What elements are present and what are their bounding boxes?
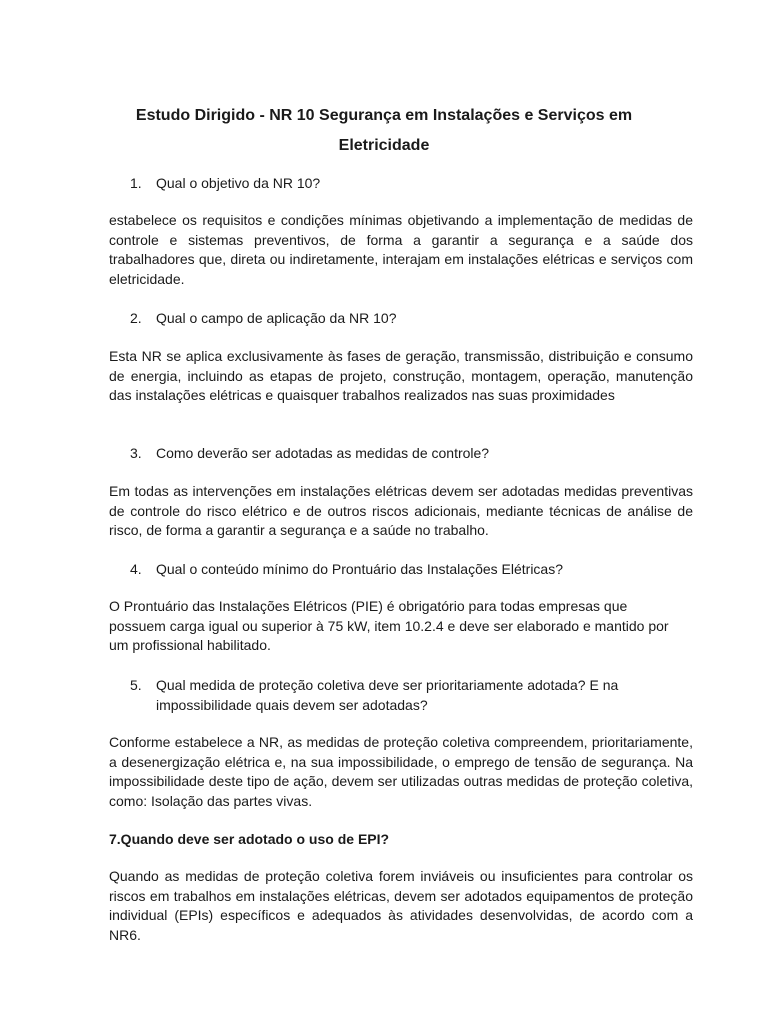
question-2 [130,308,670,328]
answer-4: O Prontuário das Instalações Elétricos (PIE) é obrigatório para todas empresas que possuem carga igual ou superior à 75 kW, item 10.2.4 e deve ser elaborado e mantido por um profissional habilitado. [109,598,669,653]
question-number: 1. [130,175,142,191]
question-5 [130,675,650,715]
question-text: Qual o conteúdo mínimo do Prontuário das Instalações Elétricas? [156,561,564,577]
question-3 [130,443,670,463]
document-title: Estudo Dirigido - NR 10 Segurança em Instalações e Serviços em Eletricidade [135,107,633,154]
answer-3: Em todas as intervenções em instalações elétricas devem ser adotadas medidas preventivas de controle do risco elétrico e de outros riscos adicionais, mediante técnicas de análise de risco, de forma a garantir a segurança e a saúde no trabalho. [109,483,693,538]
answer-7: Quando as medidas de proteção coletiva forem inviáveis ou insuficientes para controlar os riscos em trabalhos em instalações elétricas, devem ser adotados equipamentos de proteção individual (EPIs) específicos e adequados às atividades desenvolvidas, de acordo com a NR6. [109,868,693,943]
question-7: 7.Quando deve ser adotado o uso de EPI? [109,831,390,847]
question-number: 2. [130,310,142,326]
question-text: Qual o campo de aplicação da NR 10? [156,310,397,326]
question-1 [130,173,670,193]
question-text: Qual o objetivo da NR 10? [156,175,321,191]
question-text: Qual medida de proteção coletiva deve ser prioritariamente adotada? E na impossibilidade quais devem ser adotadas? [156,677,619,713]
question-number: 5. [130,677,142,693]
question-number: 4. [130,561,142,577]
answer-1: estabelece os requisitos e condições mínimas objetivando a implementação de medidas de controle e sistemas preventivos, de forma a garantir a segurança e a saúde dos trabalhadores que, direta ou indiretamente, interajam em instalações elétricas e serviços com eletricidade. [109,212,693,287]
question-number: 3. [130,445,142,461]
answer-2: Esta NR se aplica exclusivamente às fases de geração, transmissão, distribuição e consumo de energia, incluindo as etapas de projeto, construção, montagem, operação, manutenção das instalações elétricas e quaisquer trabalhos realizados nas suas proximidades [109,348,693,403]
answer-5: Conforme estabelece a NR, as medidas de proteção coletiva compreendem, prioritariamente, a desenergização elétrica e, na sua impossibilidade, o emprego de tensão de segurança. Na impossibilidade deste tipo de ação, devem ser utilizadas outras medidas de proteção coletiva, como: Isolação das partes vivas. [109,734,693,809]
question-4 [130,559,670,579]
question-text: Como deverão ser adotadas as medidas de controle? [156,445,490,461]
